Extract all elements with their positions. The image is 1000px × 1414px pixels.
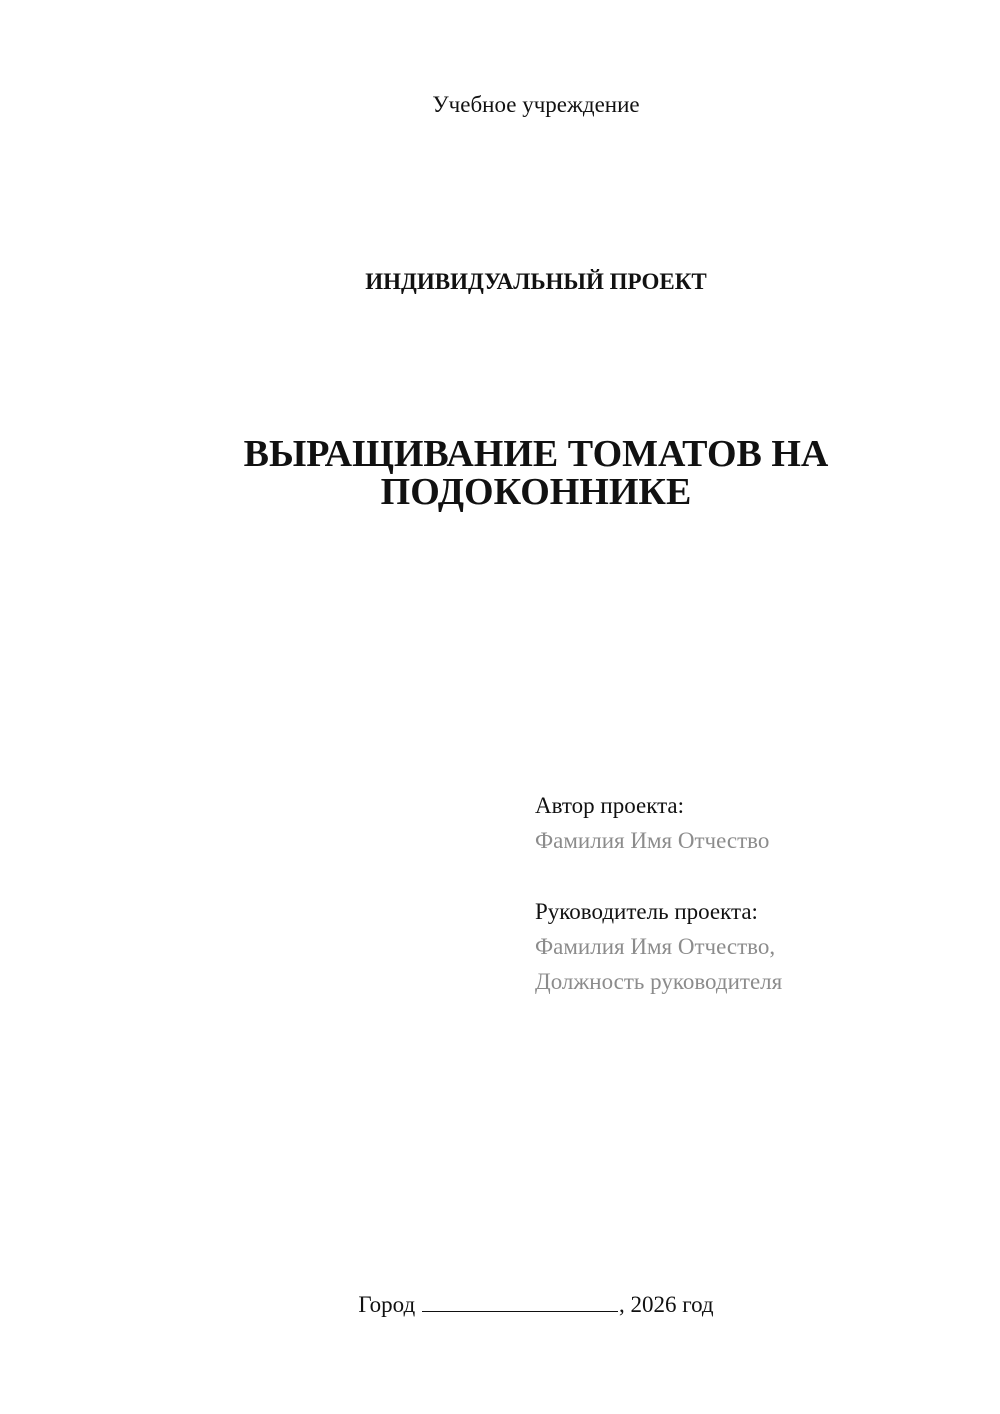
info-spacer — [535, 858, 975, 894]
year-text: , 2026 год — [618, 1292, 714, 1317]
supervisor-position: Должность руководителя — [535, 969, 783, 994]
author-label: Автор проекта: — [535, 793, 684, 818]
project-title-line-2: ПОДОКОННИКЕ — [380, 471, 692, 513]
document-type: ИНДИВИДУАЛЬНЫЙ ПРОЕКТ — [365, 269, 707, 294]
city-label: Город — [358, 1292, 416, 1317]
supervisor-label: Руководитель проекта: — [535, 899, 758, 924]
project-info-block — [535, 788, 975, 999]
institution-name: Учебное учреждение — [432, 92, 640, 117]
supervisor-name: Фамилия Имя Отчество, — [535, 934, 776, 959]
city-year-line — [0, 1289, 1000, 1320]
city-blank-line — [422, 1289, 618, 1312]
project-title-line-1: ВЫРАЩИВАНИЕ ТОМАТОВ НА — [243, 433, 829, 475]
author-name: Фамилия Имя Отчество — [535, 828, 770, 853]
project-title — [0, 435, 1000, 511]
